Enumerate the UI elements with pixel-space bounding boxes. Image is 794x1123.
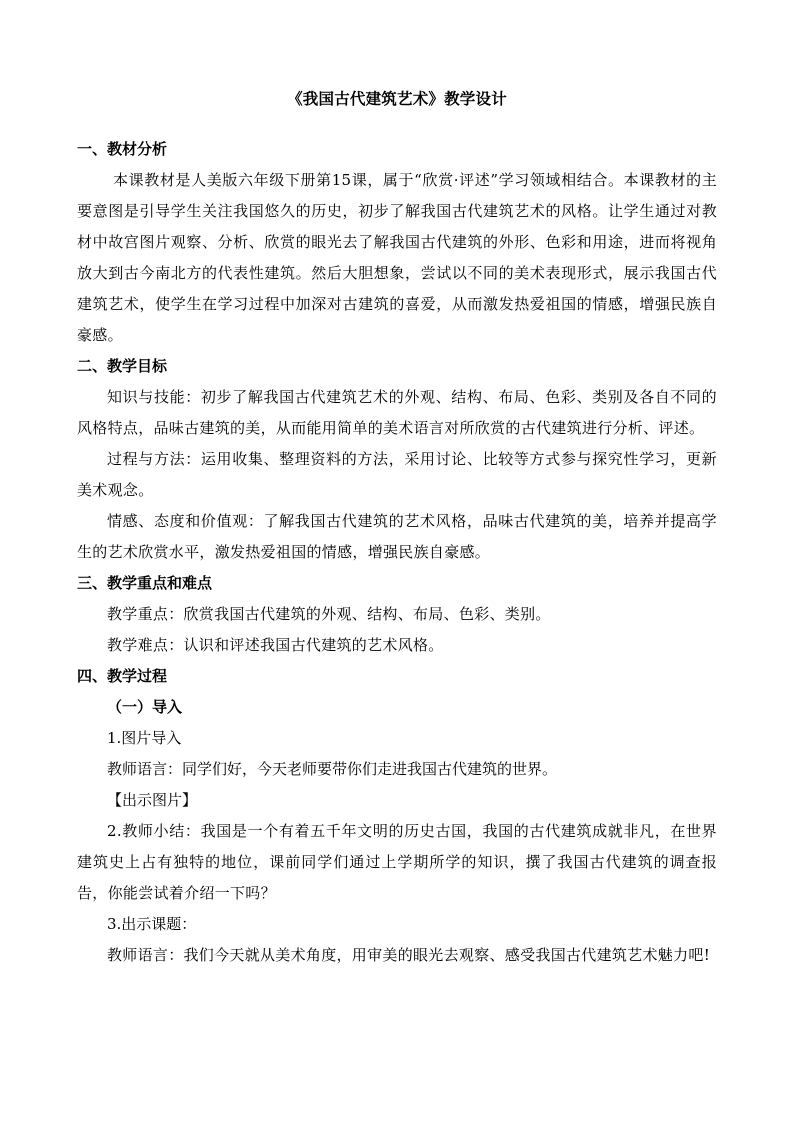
line-teacher-language-1: 教师语言：同学们好，今天老师要带你们走进我国古代建筑的世界。 bbox=[107, 760, 558, 778]
paragraph-teacher-language-2: 教师语言：我们今天就从美术角度，用审美的眼光去观察、感受我国古代建筑艺术魅力吧! bbox=[107, 946, 711, 964]
section-heading-key-difficult-points: 三、教学重点和难点 bbox=[77, 574, 213, 592]
paragraph-process-methods: 过程与方法：运用收集、整理资料的方法，采用讨论、比较等方式参与探究性学习，更新美术观念。 bbox=[77, 450, 717, 499]
paragraph-textbook-analysis: 本课教材是人美版六年级下册第15课，属于“欣赏·评述”学习领域相结合。本课教材的主要意图是引导学生关注我国悠久的历史，初步了解我国古代建筑艺术的风格。让学生通过对教材中故宫图片观察、分析、欣赏的眼光去了解我国古代建筑的外形、色彩和用途，进而将视角放大到古今南北方的代表性建筑。然后大胆想象，尝试以不同的美术表现形式，展示我国古代建筑艺术，使学生在学习过程中加深对古建筑的喜爱，从而激发热爱祖国的情感，增强民族自豪感。 bbox=[77, 171, 717, 344]
line-show-topic: 3.出示课题： bbox=[107, 915, 197, 933]
line-image-intro: 1.图片导入 bbox=[107, 729, 182, 747]
subheading-introduction: （一）导入 bbox=[107, 698, 183, 716]
section-heading-teaching-goals: 二、教学目标 bbox=[77, 357, 168, 375]
document-page bbox=[77, 86, 717, 971]
paragraph-difficult-point: 教学难点：认识和评述我国古代建筑的艺术风格。 bbox=[107, 636, 444, 654]
section-heading-textbook-analysis: 一、教材分析 bbox=[77, 140, 168, 158]
document-title: 《我国古代建筑艺术》教学设计 bbox=[287, 89, 507, 108]
section-heading-teaching-process: 四、教学过程 bbox=[77, 667, 168, 685]
paragraph-key-point: 教学重点：欣赏我国古代建筑的外观、结构、布局、色彩、类别。 bbox=[107, 605, 551, 623]
line-show-image: 【出示图片】 bbox=[107, 791, 198, 809]
paragraph-knowledge-skills: 知识与技能：初步了解我国古代建筑艺术的外观、结构、布局、色彩、类别及各自不同的风格特点，品味古建筑的美，从而能用简单的美术语言对所欣赏的古代建筑进行分析、评述。 bbox=[77, 388, 717, 437]
paragraph-emotion-values: 情感、态度和价值观：了解我国古代建筑的艺术风格，品味古代建筑的美，培养并提高学生的艺术欣赏水平，激发热爱祖国的情感，增强民族自豪感。 bbox=[77, 512, 717, 561]
paragraph-teacher-summary: 2.教师小结：我国是一个有着五千年文明的历史古国，我国的古代建筑成就非凡，在世界建筑史上占有独特的地位，课前同学们通过上学期所学的知识，撰了我国古代建筑的调查报告，你能尝试着介绍一下吗？ bbox=[77, 822, 717, 902]
